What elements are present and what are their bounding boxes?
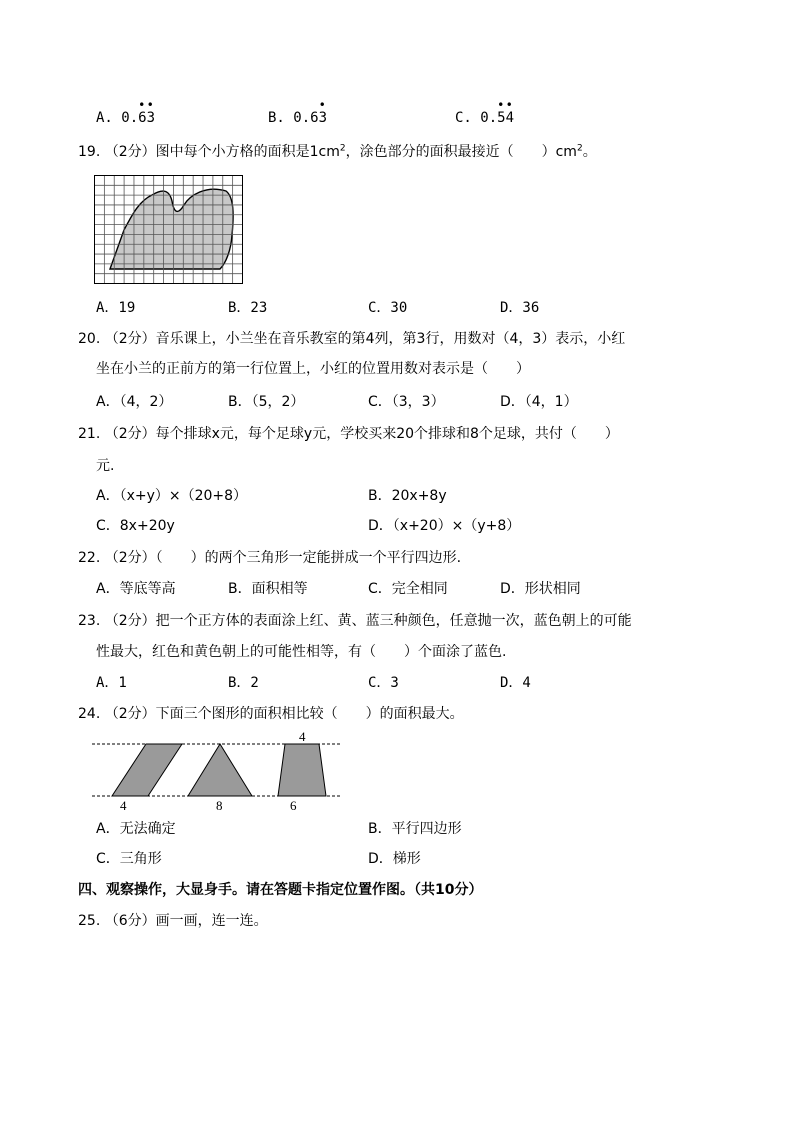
q22-stem: 22. （2分）（ ）的两个三角形一定能拼成一个平行四边形. [78, 550, 462, 566]
q24-shapes-figure [92, 728, 342, 816]
question-number: 25. [78, 913, 101, 929]
q21-option-c[interactable]: C．8x+20y [96, 518, 175, 534]
question-number: 24. [78, 706, 101, 722]
q23-option-d[interactable]: D．4 [500, 675, 531, 691]
parallelogram-shape [112, 744, 182, 796]
q21-stem-line2: 元. [96, 458, 115, 474]
q22-option-b[interactable]: B．面积相等 [228, 581, 308, 597]
q23-option-c[interactable]: C．3 [368, 675, 399, 691]
shaded-region [110, 189, 233, 269]
q22-option-a[interactable]: A．等底等高 [96, 581, 176, 597]
parallelogram-base-label: 4 [120, 798, 127, 813]
q21-option-a[interactable]: A．（x+y）×（20+8） [96, 488, 248, 504]
question-number: 19. [78, 144, 101, 160]
q24-option-a[interactable]: A．无法确定 [96, 821, 176, 837]
q19-option-b[interactable]: B．23 [228, 300, 268, 316]
triangle-shape [188, 744, 252, 796]
q19-stem: 19. （2分）图中每个小方格的面积是$1cm^2$，涂色部分的面积最接近（ ）$cm^2$。 [78, 143, 597, 160]
decimal-prefix: 0. [121, 110, 139, 126]
q24-option-c[interactable]: C．三角形 [96, 851, 162, 867]
question-number: 20. [78, 331, 101, 347]
q20-option-d[interactable]: D．（4，1） [500, 394, 578, 410]
q24-stem: 24. （2分）下面三个图形的面积相比较（ ）的面积最大。 [78, 706, 464, 722]
q24-option-d[interactable]: D．梯形 [368, 851, 421, 867]
option-letter: A. [96, 110, 113, 126]
q20-option-c[interactable]: C．（3，3） [368, 394, 445, 410]
question-number: 22. [78, 550, 101, 566]
q23-stem-line2: 性最大，红色和黄色朝上的可能性相等，有（ ）个面涂了蓝色. [96, 644, 507, 660]
trapezoid-shape [278, 744, 326, 796]
q18-option-a[interactable] [96, 98, 156, 128]
question-number: 23. [78, 613, 101, 629]
q20-option-b[interactable]: B．（5，2） [228, 394, 305, 410]
q25-stem: 25. （6分）画一画，连一连。 [78, 913, 268, 929]
q20-option-a[interactable]: A．（4，2） [96, 394, 173, 410]
trapezoid-bottom-label: 6 [290, 798, 297, 813]
q23-option-a[interactable]: A．1 [96, 675, 127, 691]
repeating-digit: • 6 [138, 98, 147, 126]
q23-option-b[interactable]: B．2 [228, 675, 259, 691]
question-number: 21. [78, 426, 101, 442]
decimal-prefix: 0. [480, 110, 498, 126]
q21-stem-line1: 21. （2分）每个排球x元，每个足球y元，学校买来20个排球和8个足球，共付（ ） [78, 426, 619, 442]
q18-option-c[interactable] [455, 98, 515, 128]
repeating-digit: • 4 [505, 98, 515, 126]
repeating-digit: • 5 [497, 98, 506, 126]
option-letter: C. [455, 110, 472, 126]
q19-option-c[interactable]: C．30 [368, 300, 408, 316]
q19-option-d[interactable]: D．36 [500, 300, 540, 316]
q23-stem-line1: 23. （2分）把一个正方体的表面涂上红、黄、蓝三种颜色，任意抛一次，蓝色朝上的可能 [78, 613, 632, 629]
section-4-title: 四、观察操作，大显身手。请在答题卡指定位置作图。（共10分） [78, 882, 483, 898]
repeating-digit: • 3 [318, 98, 328, 126]
q22-option-d[interactable]: D．形状相同 [500, 581, 581, 597]
q21-option-d[interactable]: D．（x+20）×（y+8） [368, 518, 521, 534]
q24-option-b[interactable]: B．平行四边形 [368, 821, 462, 837]
option-letter: B. [268, 110, 285, 126]
repeating-digit: • 3 [146, 98, 156, 126]
trapezoid-top-label: 4 [299, 729, 306, 744]
q18-option-b[interactable] [268, 98, 328, 128]
q21-option-b[interactable]: B．20x+8y [368, 488, 447, 504]
q19-option-a[interactable]: A．19 [96, 300, 136, 316]
q22-option-c[interactable]: C．完全相同 [368, 581, 448, 597]
triangle-base-label: 8 [216, 798, 223, 813]
q20-stem-line2: 坐在小兰的正前方的第一行位置上，小红的位置用数对表示是（ ） [96, 361, 530, 377]
q20-stem-line1: 20. （2分）音乐课上，小兰坐在音乐教室的第4列，第3行，用数对（4，3）表示，小红 [78, 331, 626, 347]
q19-grid-figure [94, 175, 244, 285]
decimal-prefix: 0.6 [293, 110, 319, 126]
